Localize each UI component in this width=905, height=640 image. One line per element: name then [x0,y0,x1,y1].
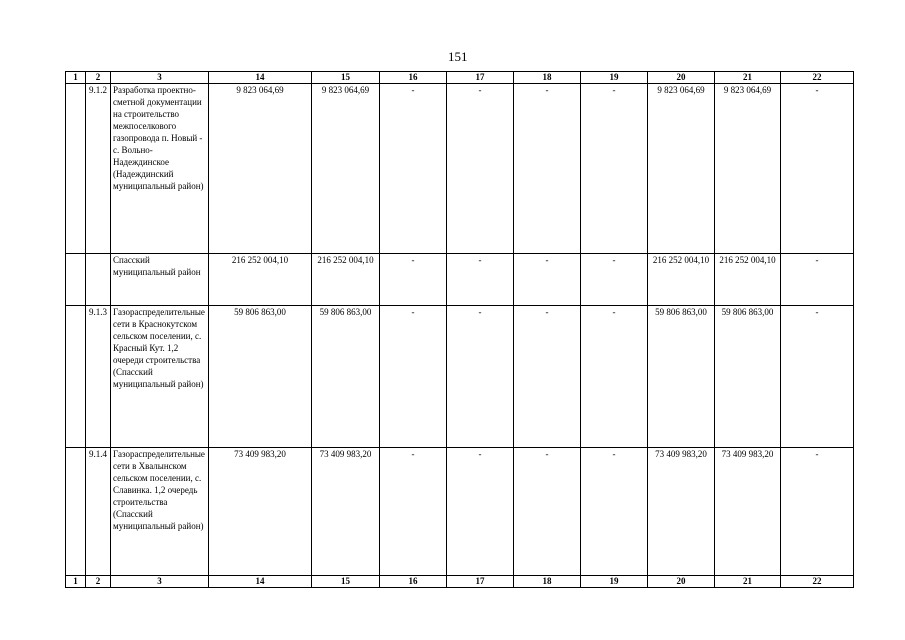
cell-col14: 59 806 863,00 [209,306,312,448]
row-number: 9.1.3 [86,306,111,448]
row-name: Спасский муниципальный район [111,254,209,306]
cell-col18: - [514,84,581,254]
cell-col16: - [380,306,447,448]
cell-col17: - [447,254,514,306]
cell-col22: - [781,84,854,254]
column-footer: 17 [447,576,514,588]
cell-col18: - [514,306,581,448]
table-footer-row [66,576,854,588]
row-number: 9.1.4 [86,448,111,576]
cell-col22: - [781,254,854,306]
cell-col21: 216 252 004,10 [715,254,781,306]
row-name: Газораспределительные сети в Краснокутском сельском поселении, с. Красный Кут. 1,2 очереди строительства (Спасский муниципальный район) [111,306,209,448]
table-row [66,84,854,254]
column-header: 22 [781,72,854,84]
column-footer: 19 [581,576,648,588]
column-header: 19 [581,72,648,84]
column-header: 14 [209,72,312,84]
cell-col16: - [380,84,447,254]
cell-col22: - [781,306,854,448]
row-name: Разработка проектно-сметной документации на строительство межпоселкового газопровода п. Новый - с. Вольно-Надеждинское (Надеждинский муниципальный район) [111,84,209,254]
cell-col16: - [380,254,447,306]
column-footer: 21 [715,576,781,588]
cell-col19: - [581,254,648,306]
column-footer: 18 [514,576,581,588]
column-footer: 3 [111,576,209,588]
column-footer: 20 [648,576,715,588]
cell-col17: - [447,306,514,448]
table-row [66,448,854,576]
column-footer: 1 [66,576,86,588]
cell-col22: - [781,448,854,576]
column-footer: 22 [781,576,854,588]
page-number: 151 [448,49,468,64]
cell-col21: 9 823 064,69 [715,84,781,254]
row-number: 9.1.2 [86,84,111,254]
row-name: Газораспределительные сети в Хвалынском сельском поселении, с. Славинка. 1,2 очередь строительства (Спасский муниципальный район) [111,448,209,576]
cell-col17: - [447,448,514,576]
cell-col19: - [581,84,648,254]
column-footer: 2 [86,576,111,588]
cell-col15: 9 823 064,69 [312,84,380,254]
cell-col14: 73 409 983,20 [209,448,312,576]
column-header: 15 [312,72,380,84]
column-footer: 16 [380,576,447,588]
cell-col17: - [447,84,514,254]
table-header-row [66,72,854,84]
cell-col15: 59 806 863,00 [312,306,380,448]
cell-col21: 73 409 983,20 [715,448,781,576]
cell-col16: - [380,448,447,576]
column-header: 1 [66,72,86,84]
cell-col20: 9 823 064,69 [648,84,715,254]
column-header: 3 [111,72,209,84]
cell-col14: 9 823 064,69 [209,84,312,254]
cell-col20: 216 252 004,10 [648,254,715,306]
cell-col14: 216 252 004,10 [209,254,312,306]
column-header: 16 [380,72,447,84]
table-row [66,306,854,448]
column-header: 18 [514,72,581,84]
column-header: 17 [447,72,514,84]
cell-col20: 73 409 983,20 [648,448,715,576]
row-number [86,254,111,306]
cell-col15: 73 409 983,20 [312,448,380,576]
budget-table [65,71,854,588]
column-footer: 14 [209,576,312,588]
column-header: 21 [715,72,781,84]
column-header: 2 [86,72,111,84]
cell-col19: - [581,306,648,448]
column-footer: 15 [312,576,380,588]
column-header: 20 [648,72,715,84]
cell-col15: 216 252 004,10 [312,254,380,306]
cell-col18: - [514,254,581,306]
cell-col21: 59 806 863,00 [715,306,781,448]
table-row [66,254,854,306]
cell-col20: 59 806 863,00 [648,306,715,448]
cell-col19: - [581,448,648,576]
cell-col18: - [514,448,581,576]
